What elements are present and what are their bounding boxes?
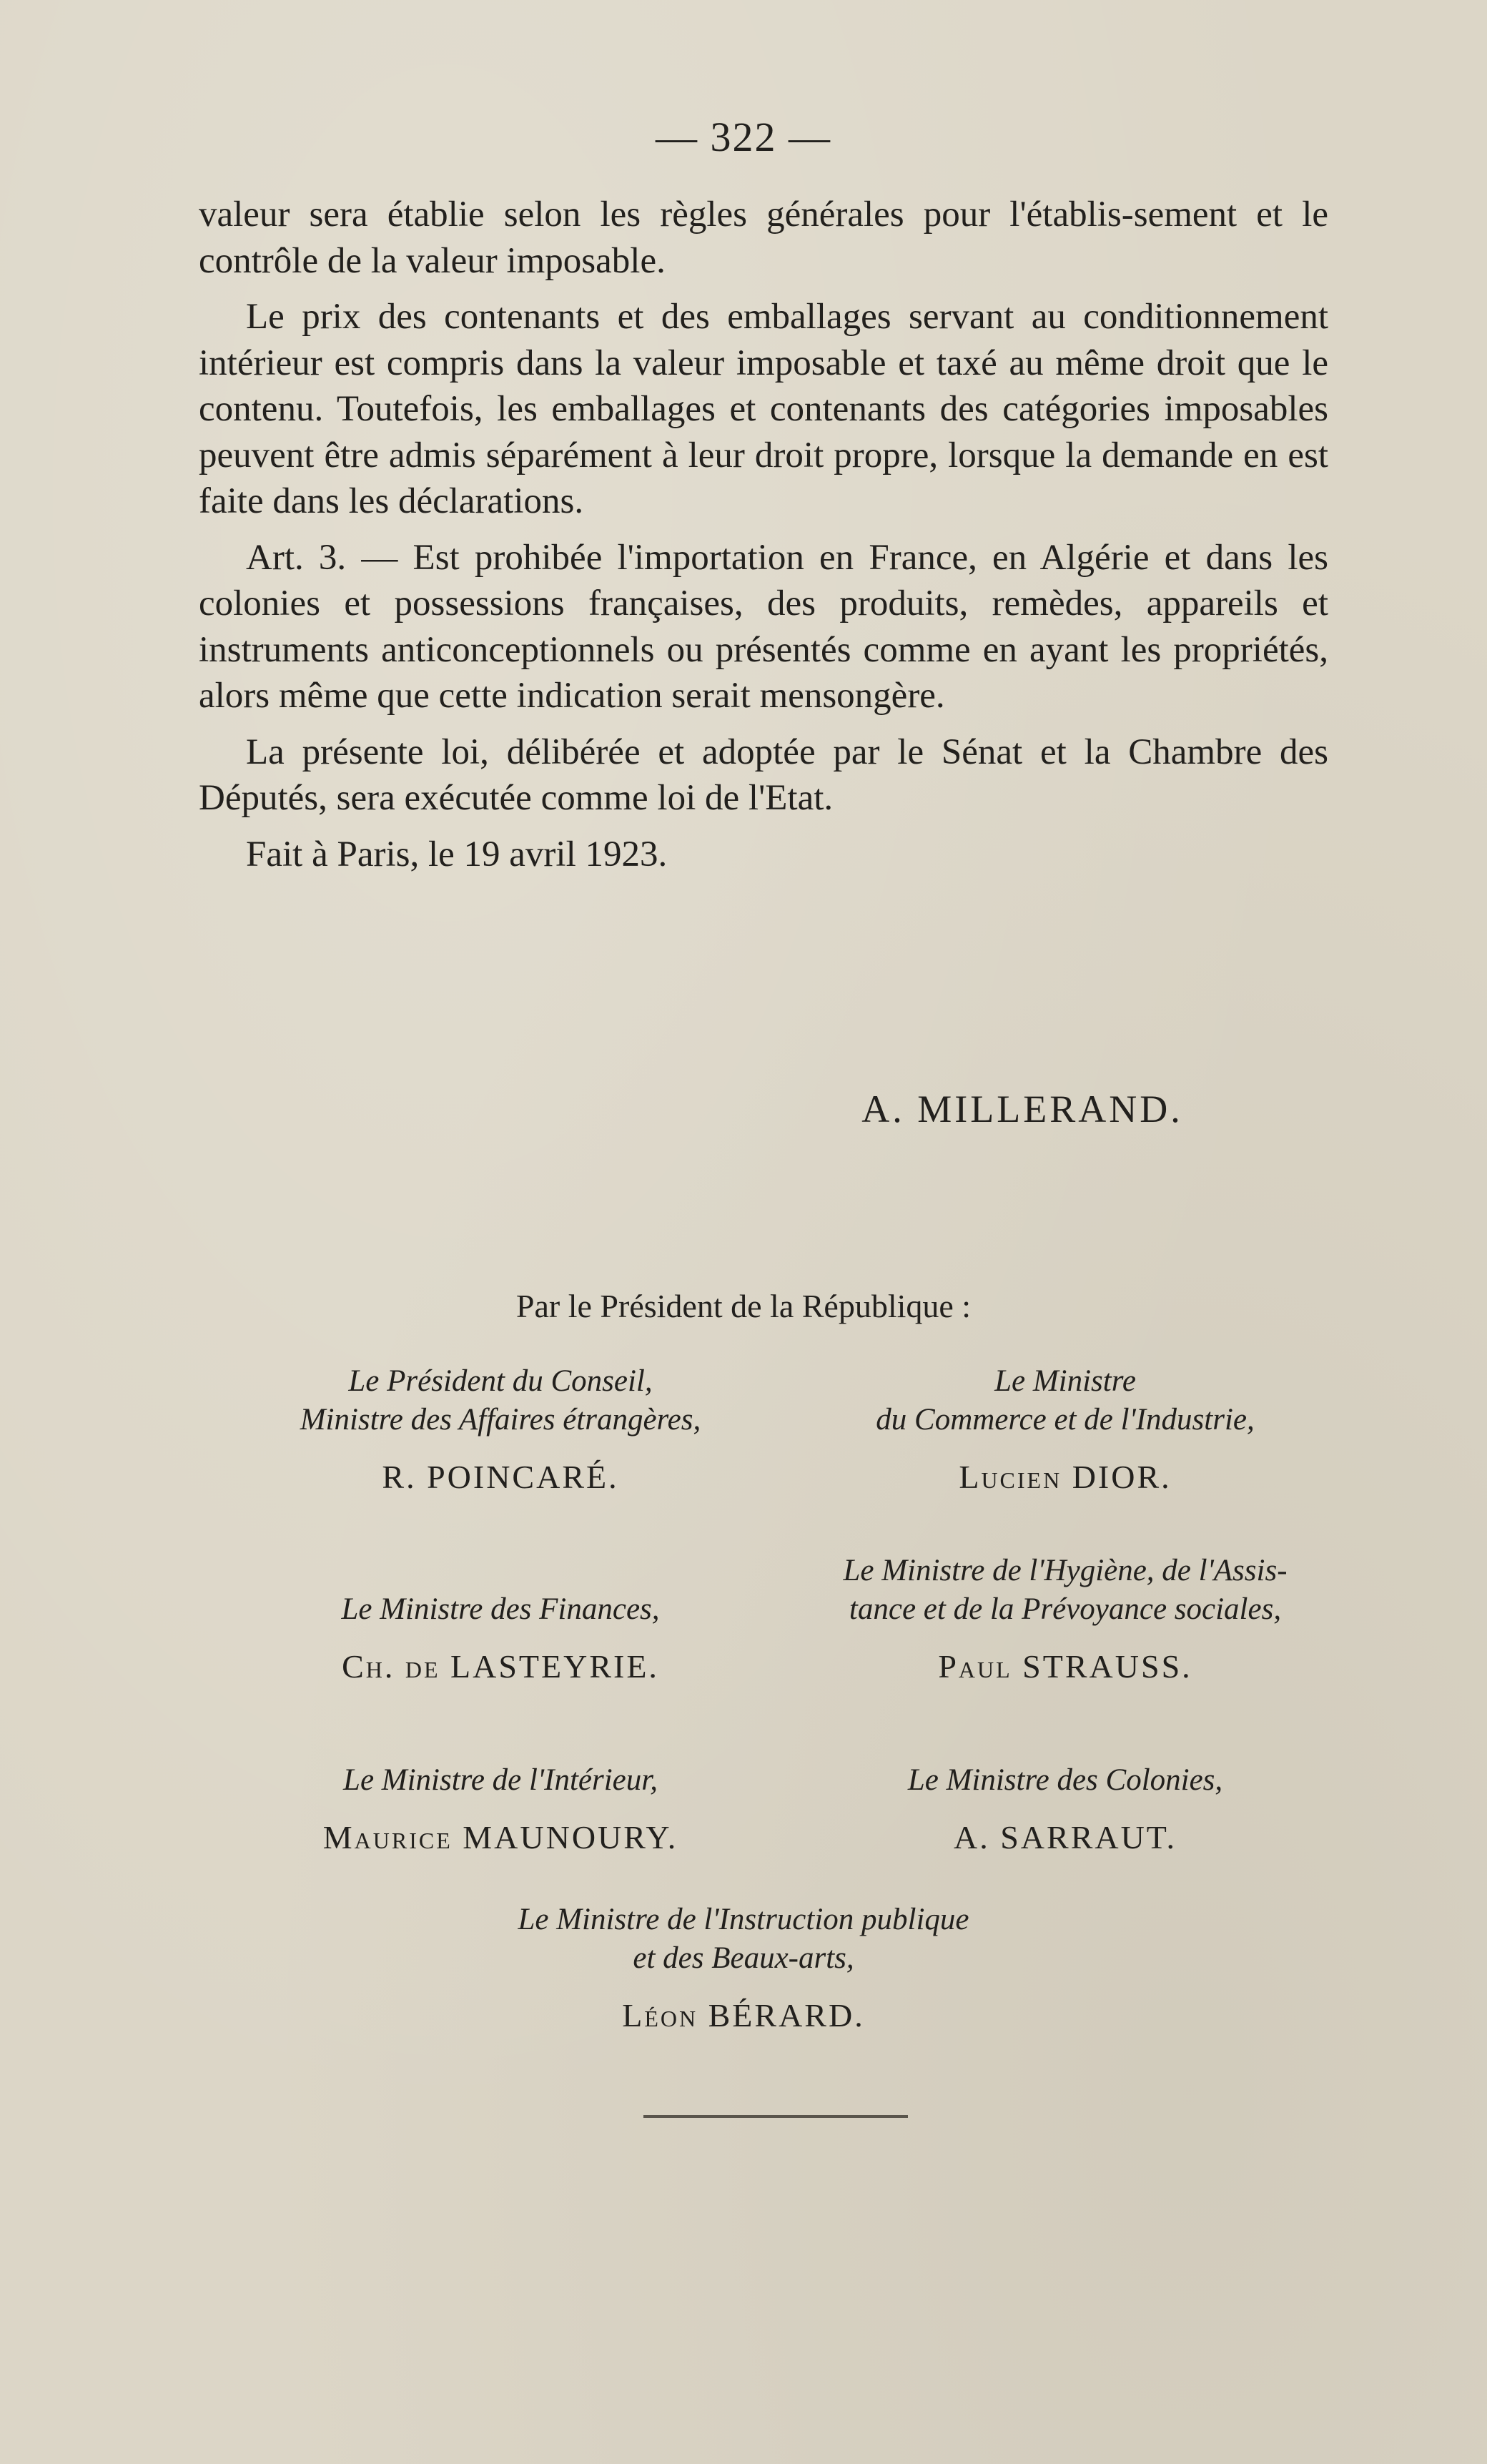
role-line: Le Ministre des Colonies, [907,1763,1223,1797]
countersign-intro: Par le Président de la République : [515,1288,972,1324]
role-line: Le Ministre de l'Hygiène, de l'Assis- [843,1554,1288,1587]
role-line: Le Président du Conseil, [348,1364,653,1398]
signatory-name: Léon BÉRARD. [622,1997,865,2034]
role-line: Ministre des Affaires étrangères, [300,1403,701,1436]
signatory-name: A. SARRAUT. [953,1819,1177,1856]
role-line: et des Beaux-arts, [633,1941,854,1975]
signatory-conseil [236,1362,765,1497]
role-line: Le Ministre [994,1364,1136,1398]
end-rule [643,2115,908,2118]
signatory-interieur [236,1761,765,1857]
law-text [199,192,1328,887]
president-signature: A. MILLERAND. [861,1088,1183,1130]
role-line: du Commerce et de l'Industrie, [876,1403,1255,1436]
signatory-name: R. POINCARÉ. [382,1459,619,1495]
signatory-name: Ch. de LASTEYRIE. [342,1648,659,1685]
signatory-name: Lucien DIOR. [959,1459,1172,1495]
signatory-name: Maurice MAUNOURY. [322,1819,678,1856]
paragraph-1: valeur sera établie selon les règles générales pour l'établis-sement et le contrôle de la valeur imposable. [199,194,1328,281]
date-line: Fait à Paris, le 19 avril 1923. [246,834,668,874]
role-line: tance et de la Prévoyance sociales, [849,1592,1282,1626]
signatory-instruction [458,1901,1029,2035]
role-line: Le Ministre de l'Intérieur, [343,1763,658,1797]
signatory-finances [236,1590,765,1686]
signatory-hygiene [772,1552,1358,1686]
signatory-name: Paul STRAUSS. [938,1648,1192,1685]
enactment-clause: La présente loi, délibérée et adoptée par le Sénat et la Chambre des Députés, sera exécutée comme loi de l'Etat. [199,731,1328,818]
role-line: Le Ministre de l'Instruction publique [518,1903,969,1936]
page-number: — 322 — [656,114,831,160]
signatory-colonies [772,1761,1358,1857]
paragraph-2: Le prix des contenants et des emballages servant au conditionnement intérieur est compris dans la valeur imposable et taxé au même droit que le contenu. Toutefois, les emballages et contenants des catégories imposables peuvent être admis séparément à leur droit propre, lorsque la demande en est faite dans les déclarations. [199,297,1328,521]
article-3: Art. 3. — Est prohibée l'importation en France, en Algérie et dans les colonies et possessions françaises, des produits, remèdes, appareils et instruments anticonceptionnels ou présentés comme en ayant les propriétés, alors même que cette indication serait mensongère. [199,537,1328,716]
role-line: Le Ministre des Finances, [341,1592,660,1626]
signatory-commerce [772,1362,1358,1497]
